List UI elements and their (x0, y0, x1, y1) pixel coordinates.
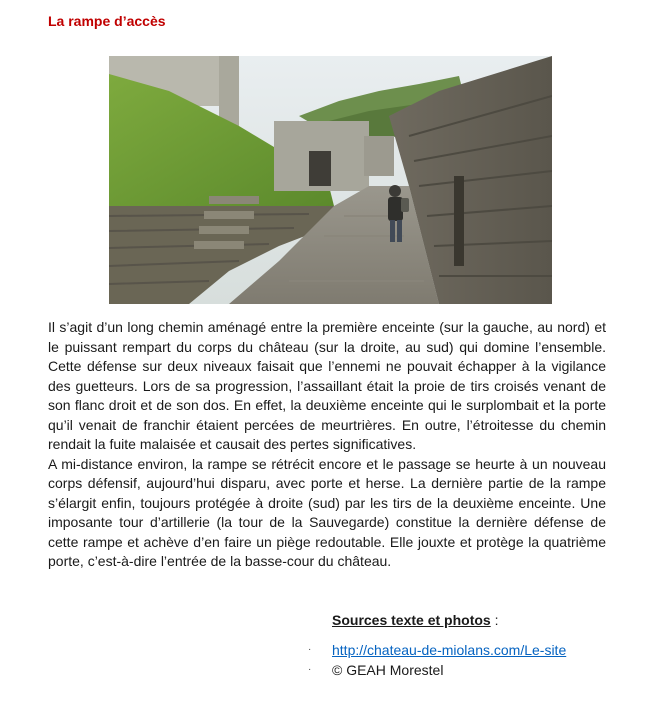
section-heading: La rampe d’accès (48, 13, 166, 29)
body-text (48, 318, 606, 572)
sources-colon: : (490, 612, 499, 628)
castle-ramp-photo (109, 56, 552, 304)
bullet-icon: · (308, 664, 312, 675)
paragraph: Il s’agit d’un long chemin aménagé entre la première enceinte (sur la gauche, au nord) et le puissant rempart du corps du château (sur la droite, au sud) qui domine l’ensemble. Cette défense sur deux niveaux faisait que l’ennemi ne pouvait échapper à la vigilance des guetteurs. Lors de sa progression, l’assaillant était la proie de tirs croisés venant de son flanc droit et de son dos. En effet, la deuxième enceinte qui le surplombait et la porte qu’il venait de franchir étaient percées de meurtrières. En outre, l’étroitesse du chemin rendait la fuite malaisée et causait des pertes significatives. (48, 319, 606, 452)
paragraph: A mi-distance environ, la rampe se rétrécit encore et le passage se heurte à un nouveau corps défensif, aujourd’hui disparu, avec porte et herse. La dernière partie de la rampe s’élargit enfin, toujours protégée à droite (sud) par les tirs de la deuxième enceinte. Une imposante tour d’artillerie (la tour de la Sauvegarde) constitue la dernière défense de cette rampe et achève d’en faire un piège redoutable. Elle jouxte et protège la quatrième porte, c’est-à-dire l’entrée de la basse-cour du château. (48, 455, 606, 569)
source-link[interactable]: http://chateau-de-miolans.com/Le-site (332, 642, 567, 658)
sources-heading (332, 612, 498, 628)
sources-list (308, 640, 566, 680)
sources-title: Sources texte et photos (332, 612, 491, 628)
photo-credit: © GEAH Morestel (332, 662, 444, 678)
bullet-icon: · (308, 644, 312, 655)
list-item (308, 660, 566, 680)
list-item (308, 640, 566, 660)
